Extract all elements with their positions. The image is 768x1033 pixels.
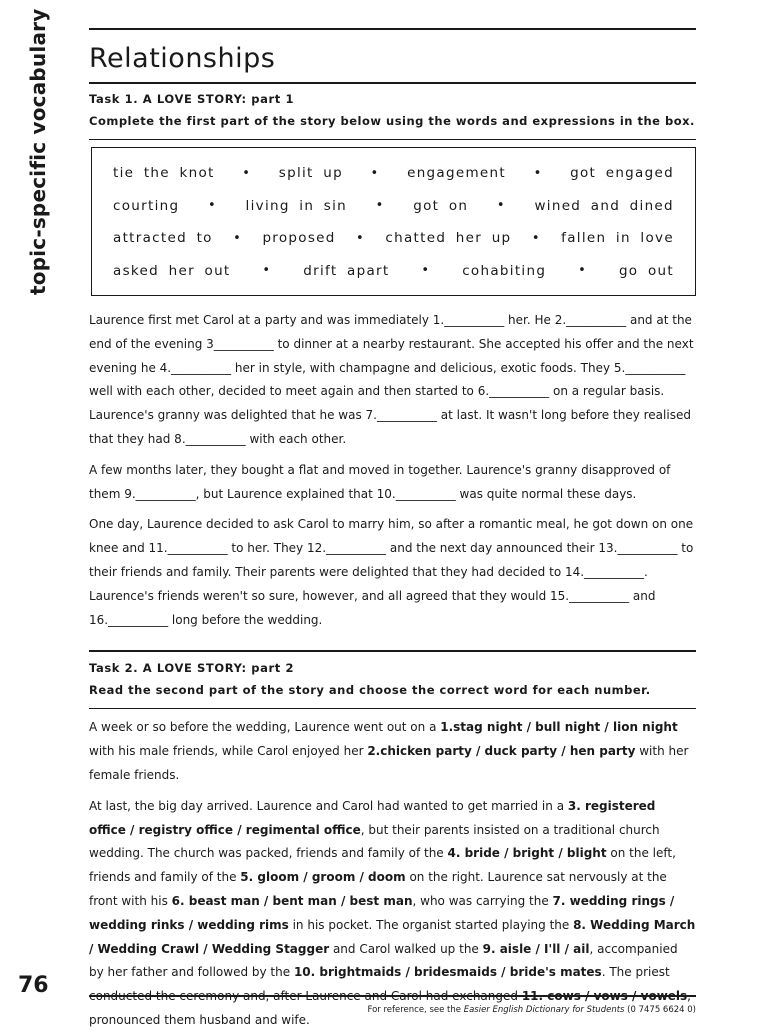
bullet: • [356,230,366,246]
answer-options: 6. beast man / bent man / best man [171,893,413,908]
title-rule [89,82,696,84]
word-item: asked her out [113,262,231,279]
word-item: cohabiting [462,262,547,279]
text-run: in his pocket. The organist started playing the [288,917,574,932]
answer-options: 10. brightmaids / bridesmaids / bride's mates [293,965,602,980]
word-box-row [113,190,674,223]
bullet: • [375,198,385,214]
task1-instruction: Complete the first part of the story below using the words and expressions in the box. [89,114,695,128]
text-run: . The priest conducted the ceremony and, after Laurence and Carol had exchanged [89,965,670,1004]
bullet: • [531,230,541,246]
side-label [14,8,74,300]
page-number: 76 [18,973,49,998]
bullet: • [421,263,431,279]
word-item: drift apart [303,262,390,279]
word-item: wined and dined [534,197,674,214]
answer-options: 9. aisle / I'll / ail [482,941,590,956]
task1-rule [89,139,696,140]
task2-heading: Task 2. A LOVE STORY: part 2 [89,661,295,676]
word-box [91,147,696,296]
story-paragraph [89,716,696,787]
bullet: • [233,230,243,246]
word-item: courting [113,197,180,214]
footer-book-title: Easier English Dictionary for Students [463,1005,625,1015]
text-run: At last, the big day arrived. Laurence and Carol had wanted to get married in a [89,798,568,813]
text-run: , who was carrying the [412,893,553,908]
text-run: and Carol walked up the [329,941,483,956]
word-item: got engaged [570,165,674,182]
task1-story [89,309,696,632]
bullet: • [496,198,506,214]
word-box-row [113,255,674,288]
word-item: split up [278,165,343,182]
word-item: got on [413,197,469,214]
top-rule [89,28,696,30]
text-run: on the left, friends and family of the [89,846,676,885]
text-run: A week or so before the wedding, Laurence went out on a [89,720,441,735]
task2-top-rule [89,650,696,652]
text-run: , accompanied by her father and followed by the [89,941,678,980]
text-run: with her female friends. [89,744,689,782]
story-paragraph: Laurence first met Carol at a party and was immediately 1.__________ her. He 2.__________ and at the end of the evening 3__________ to dinner at a nearby restaurant. She accepted his offer and the next evening he 4.__________ her in style, with champagne and delicious, exotic foods. They 5.__________ well with each other, decided to meet again and then started to 6.__________ on a regular basis. Laurence's granny was delighted that he was 7.__________ at last. It wasn't long before they realised that they had 8.__________ with each other. [89,313,694,446]
word-item: go out [618,262,674,279]
page-content [89,28,696,1033]
answer-options: 7. wedding rings / wedding rinks / wedding rims [89,893,675,932]
footer-rule [89,995,696,997]
bullet: • [242,165,252,181]
task2-instruction: Read the second part of the story and choose the correct word for each number. [89,683,651,698]
task1-heading: Task 1. A LOVE STORY: part 1 [89,92,295,106]
footer-reference [367,1005,696,1015]
answer-options: 4. bride / bright / blight [447,846,607,861]
bullet: • [207,198,217,214]
bullet: • [370,165,380,181]
word-item: living in sin [245,197,348,214]
answer-options: 1.stag night / bull night / lion night [440,720,678,735]
text-run: with his male friends, while Carol enjoyed her [89,744,368,759]
word-box-row [113,222,674,255]
task2-rule [89,708,696,709]
word-item: tie the knot [113,165,215,182]
word-item: proposed [262,230,336,247]
word-item: engagement [407,165,506,182]
bullet: • [262,263,272,279]
bullet: • [533,165,543,181]
text-run: , but their parents insisted on a traditional church wedding. The church was packed, friends and family of the [89,822,660,861]
story-paragraph [89,795,696,1033]
word-item: attracted to [113,230,213,247]
side-label-text: topic-specific vocabulary [26,8,50,295]
task1-section [89,92,696,632]
footer-prefix: For reference, see the [367,1005,464,1015]
answer-options: 2.chicken party / duck party / hen party [367,744,636,759]
answer-options: 3. registered office / registry office / regimental office [89,798,656,837]
story-paragraph: One day, Laurence decided to ask Carol to marry him, so after a romantic meal, he got down on one knee and 11.__________ to her. They 12.__________ and the next day announced their 13.__________ to their friends and family. Their parents were delighted that they had decided to 14.__________. Laurence's friends weren't so sure, however, and all agreed that they would 15.__________ and 16.__________ long before the wedding. [89,517,694,627]
text-run: on the right. Laurence sat nervously at the front with his [89,870,667,908]
answer-options: 8. Wedding March / Wedding Crawl / Wedding Stagger [89,917,696,956]
page-title: Relationships [89,43,276,74]
answer-options: 11. cows / vows / vowels [521,989,688,1004]
story-paragraph: A few months later, they bought a flat and moved in together. Laurence's granny disapproved of them 9.__________, but Laurence explained that 10.__________ was quite normal these days. [89,462,671,501]
answer-options: 5. gloom / groom / doom [240,870,406,885]
word-item: chatted her up [385,230,512,247]
footer-suffix: (0 7475 6624 0) [624,1005,696,1015]
word-box-row [113,157,674,190]
text-run: , pronounced them husband and wife. [89,989,691,1027]
word-item: fallen in love [561,230,674,247]
task2-story [89,716,696,1032]
task2-section [89,661,696,1032]
bullet: • [578,263,588,279]
